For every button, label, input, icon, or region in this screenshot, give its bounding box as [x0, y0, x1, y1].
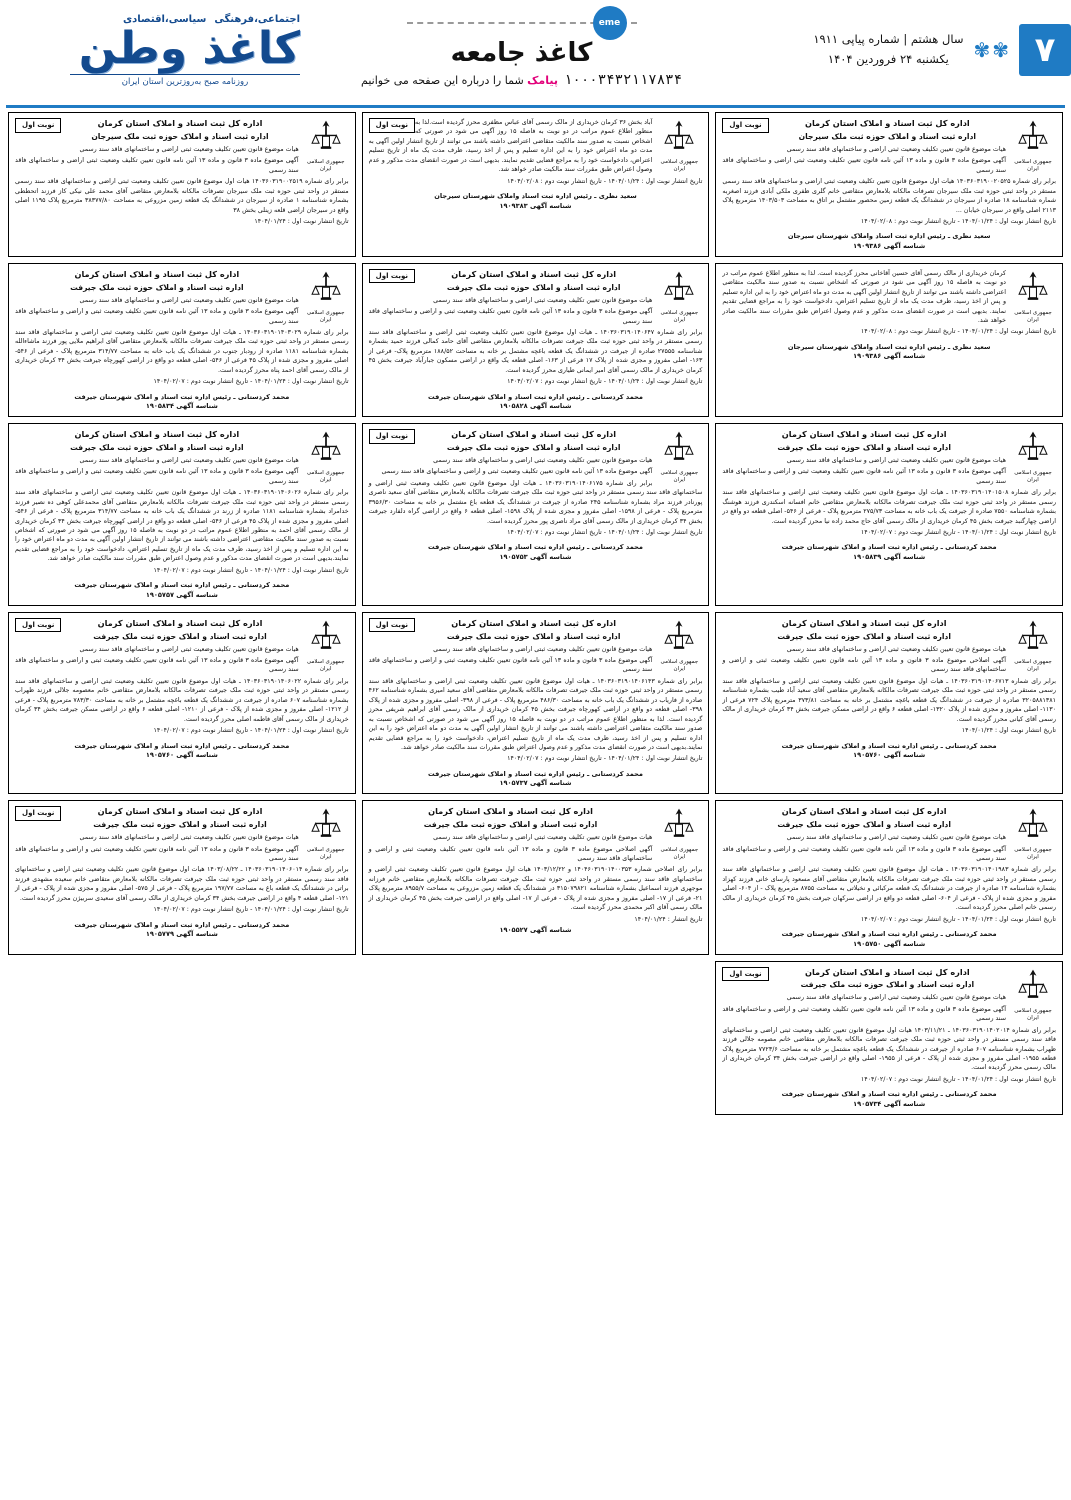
- notice-reference-id: شناسه آگهی ۱۹۰۵۷۳۷: [499, 779, 572, 788]
- emblem-caption: جمهوری اسلامی ایران: [1014, 470, 1052, 484]
- notice-title: اداره کل ثبت اسناد و املاک استان کرمان: [804, 966, 970, 977]
- notice-paragraph: آگهی موضوع ماده ۳ قانون و ماده ۱۳ آئین نامه قانون تعیین تکلیف وضعیت ثبتی و اراضی و ساختمانهای فاقد سند رسمی: [368, 308, 653, 325]
- notice-card: [362, 423, 710, 606]
- notice-paragraph: هیات موضوع قانون تعیین تکلیف وضعیت ثبتی اراضی و ساختمانهای فاقد سند رسمی: [433, 296, 653, 304]
- notice-title: اداره کل ثبت اسناد و املاک استان کرمان: [451, 268, 617, 279]
- notice-card: [362, 800, 710, 954]
- emblem-caption: جمهوری اسلامی ایران: [306, 309, 345, 323]
- notice-reference-id: شناسه آگهی ۱۹۰۵۷۳۴: [853, 1099, 926, 1108]
- notice-title: اداره کل ثبت اسناد و املاک استان کرمان: [74, 268, 240, 279]
- barcode-number: ۱۰۰۰۳۴۳۲۱۱۷۸۳۴: [564, 72, 683, 88]
- notice-paragraph: آگهی موضوع ماده ۱۳ آئین نامه قانون تعیین تکلیف وضعیت ثبتی و اراضی و ساختمانهای فاقد سند رسمی: [381, 468, 653, 476]
- notice-round-badge: نوبت اول: [722, 118, 768, 133]
- notice-paragraph: هیات موضوع قانون تعیین تکلیف وضعیت ثبتی اراضی و ساختمانهای فاقد سند رسمی: [786, 645, 1006, 653]
- notice-date-line: تاریخ انتشار نوبت اول : ۱۴۰۴/۰۱/۲۴ - تاریخ انتشار نوبت دوم : ۱۴۰۴/۰۲/۰۸: [860, 328, 1056, 336]
- issue-line-1: سال هشتم | شماره پیاپی ۱۹۱۱: [813, 32, 964, 47]
- notice-title: اداره کل ثبت اسناد و املاک استان کرمان: [781, 617, 947, 628]
- notice-reference-id: شناسه آگهی ۱۹۰۵۷۷۹: [145, 930, 218, 939]
- notice-signature: محمد کردستانی ـ رئیس اداره ثبت اسناد و املاک شهرستان جیرفت: [74, 392, 290, 401]
- notice-paragraph: هیات موضوع قانون تعیین تکلیف وضعیت ثبتی اراضی و ساختمانهای فاقد سند رسمی: [786, 145, 1006, 153]
- notice-paragraph: برابر رای شماره ۱۴۰۳۶۰۳۱۹۰۱۴۰۲۰۱۴ ـ ۱۴۰۳/۱۱/۲۱ هیات اول موضوع قانون تعیین تکلیف وضعیت ثبتی اراضی و ساختمانهای فاقد سند رسمی مستقر در واحد ثبتی حوزه ثبت ملک جیرفت تصرفات مالکانه بلامعارض متقاضی خانم مصومه جلالی فرزند ظهراب بشماره شناسنامه ۶۰۷ صادره از جیرفت در ششدانگ یک قطعه باغچه مشتمل بر خانه به مساحت ۷۷۲۳/۶ مترمربع پلاک قطعه ۱۹۵۵- اصلی مفروز و مجزی شده از پلاک - فرعی از ۱۹۵۵- اصلی واقع در اراضی جیرفت بخش ۳۴ کرمان خریداری از مالک رسمی محرز گردیده است.: [722, 1026, 1057, 1072]
- notice-title: اداره کل ثبت اسناد و املاک استان کرمان: [97, 617, 263, 628]
- notice-round-badge: نوبت اول: [15, 618, 61, 633]
- notice-date-line: تاریخ انتشار نوبت اول : ۱۴۰۴/۰۱/۲۴ - تاریخ انتشار نوبت دوم : ۱۴۰۴/۰۲/۰۷: [153, 727, 349, 735]
- notice-date-line: تاریخ انتشار نوبت اول : ۱۴۰۴/۰۱/۲۴ - تاریخ انتشار نوبت دوم : ۱۴۰۴/۰۲/۰۷: [153, 378, 349, 386]
- notice-paragraph: هیات موضوع قانون تعیین تکلیف وضعیت ثبتی اراضی و ساختمانهای فاقد سند رسمی: [786, 456, 1006, 464]
- notice-card: [715, 112, 1063, 257]
- scales-of-justice-icon: [656, 806, 702, 861]
- notice-paragraph: هیات موضوع قانون تعیین تکلیف وضعیت ثبتی اراضی و ساختمانهای فاقد سند رسمی: [79, 645, 299, 653]
- notice-paragraph: برابر رای شماره ۱۴۰۳۶۰۳۱۹۰۱۴۰۶۱۴۳ ـ هیات اول موضوع قانون تعیین تکلیف وضعیت ثبتی اراضی و ساختمانهای فاقد سند رسمی مستقر در واحد ثبتی حوزه ثبت ملک جیرفت تصرفات مالکانه بلامعارض متقاضی آقای سعید امیری بشماره شناسنامه ۴۶۲ صادره از فاریاب در ششدانگ یک باب خانه به مساحت ۴۸۶/۳۰ مترمربع پلاک - فرعی از ۳۹۸- اصلی مفروز و مجزی شده از پلاک ۳۹۸- اصلی قطعه دو واقع در اراضی کهورچاه جیرفت بخش ۴۵ کرمان خریداری از مالک رسمی آقای ابراهیم شریفی محرز گردیده است. لذا به منظور اطلاع عموم مراتب در دو نوبت به فاصله ۱۵ روز آگهی می شود در صورتی که اشخاص نسبت به صدور سند مالکیت متقاضی اعتراضی داشته باشند می توانند از تاریخ انتشار اولین آگهی به مدت دو ماه اعتراض خود را به این اداره تسلیم و پس از اخذ رسید، ظرف مدت یک ماه از تاریخ تسلیم اعتراض، دادخواست خود را به مراجع قضایی تقدیم نمایند.بدیهی است در صورت انقضای مدت مذکور و عدم وصول اعتراض طبق مقررات سند مالکیت صادر خواهد شد.: [368, 677, 703, 751]
- notice-signature: محمد کردستانی ـ رئیس اداره ثبت اسناد و املاک شهرستان جیرفت: [74, 581, 290, 590]
- notice-reference-id: شناسه آگهی ۱۹۰۵۸۳۴: [145, 402, 218, 411]
- notice-paragraph: هیات موضوع قانون تعیین تکلیف وضعیت ثبتی اراضی و ساختمانهای فاقد سند رسمی: [433, 834, 653, 842]
- notice-paragraph: هیات موضوع قانون تعیین تکلیف وضعیت ثبتی اراضی و ساختمانهای فاقد سند رسمی: [433, 645, 653, 653]
- notice-subtitle: اداره ثبت اسناد و املاک حوزه ثبت ملک جیرفت: [70, 442, 244, 452]
- notice-round-badge: نوبت اول: [369, 118, 415, 133]
- notice-title: اداره کل ثبت اسناد و املاک استان کرمان: [97, 806, 263, 817]
- scales-of-justice-icon: [303, 429, 349, 484]
- notice-date-line: تاریخ انتشار نوبت اول : ۱۴۰۴/۰۱/۲۴ - تاریخ انتشار نوبت دوم : ۱۴۰۴/۰۲/۰۷: [860, 1075, 1056, 1083]
- emblem-caption: جمهوری اسلامی ایران: [660, 159, 699, 173]
- notice-paragraph: هیات موضوع قانون تعیین تکلیف وضعیت ثبتی اراضی و ساختمانهای فاقد سند رسمی: [79, 145, 299, 153]
- notice-date-line: تاریخ انتشار نوبت اول : ۱۴۰۴/۰۱/۲۴ - تاریخ انتشار نوبت دوم : ۱۴۰۴/۰۲/۰۷: [507, 755, 703, 763]
- notice-paragraph: هیات موضوع قانون تعیین تکلیف وضعیت ثبتی اراضی و ساختمانهای فاقد سند رسمی: [79, 456, 299, 464]
- notice-reference-id: شناسه آگهی ۱۹۰۹۳۸۶: [853, 352, 926, 361]
- notice-subtitle: اداره ثبت اسناد و املاک حوزه ثبت ملک جیرفت: [777, 442, 951, 452]
- notice-subtitle: اداره ثبت اسناد و املاک حوزه ثبت ملک جیرفت: [93, 820, 267, 830]
- scales-of-justice-icon: [1010, 967, 1056, 1022]
- notice-card: [8, 612, 356, 795]
- notice-date-line: تاریخ انتشار نوبت اول : ۱۴۰۴/۰۱/۲۴ - تاریخ انتشار نوبت دوم : ۱۴۰۴/۰۲/۰۷: [860, 915, 1056, 923]
- notice-paragraph: هیات موضوع قانون تعیین تکلیف وضعیت ثبتی اراضی و ساختمانهای فاقد سند رسمی: [79, 296, 299, 304]
- notice-paragraph: آگهی موضوع ماده ۳ قانون و ماده ۱۳ آئین نامه قانون تعیین تکلیف وضعیت ثبتی اراضی و ساختمانهای فاقد سند رسمی: [15, 157, 299, 174]
- notice-subtitle: اداره ثبت اسناد و املاک حوزه ثبت ملک جیرفت: [777, 820, 951, 830]
- notice-paragraph: آگهی موضوع ماده ۳ قانون و ماده ۱۳ آئین نامه قانون تعیین تکلیف وضعیت ثبتی و اراضی و ساختمانهای فاقد سند رسمی: [368, 657, 653, 674]
- notice-date-line: تاریخ انتشار نوبت اول : ۱۴۰۴/۰۱/۲۴ - تاریخ انتشار نوبت دوم : ۱۴۰۴/۰۲/۰۷: [153, 906, 349, 914]
- brand-subtitle: روزنامه صبح به‌روزترین استان ایران: [70, 74, 300, 87]
- notice-reference-id: شناسه آگهی ۱۹۰۵۸۳۹: [853, 553, 926, 562]
- notice-reference-id: شناسه آگهی ۱۹۰۵۷۶۰: [853, 751, 926, 760]
- notice-paragraph: هیات موضوع قانون تعیین تکلیف وضعیت ثبتی اراضی و ساختمانهای فاقد سند رسمی: [79, 834, 299, 842]
- notice-round-badge: نوبت اول: [369, 269, 415, 284]
- emblem-caption: جمهوری اسلامی ایران: [1014, 1007, 1052, 1021]
- emblem-caption: جمهوری اسلامی ایران: [660, 309, 699, 323]
- notice-subtitle: اداره ثبت اسناد و املاک حوزه ثبت ملک سیرجان: [91, 131, 269, 141]
- scales-of-justice-icon: [1010, 618, 1056, 673]
- notice-signature: محمد کردستانی ـ رئیس اداره ثبت اسناد و املاک شهرستان جیرفت: [74, 920, 290, 929]
- scales-of-justice-icon: [1010, 118, 1056, 173]
- notice-reference-id: شناسه آگهی ۱۹۰۵۷۵۷: [145, 590, 218, 599]
- brand-tag-right: اجتماعی،فرهنگی: [214, 13, 300, 25]
- notice-date-line: تاریخ انتشار نوبت اول : ۱۴۰۴/۰۱/۲۴ - تاریخ انتشار نوبت دوم : ۱۴۰۴/۰۲/۰۷: [507, 529, 703, 537]
- notice-paragraph: آگهی موضوع ماده ۳ قانون و ماده ۱۳ آئین نامه قانون تعیین تکلیف وضعیت ثبتی و اراضی و ساختمانهای فاقد سند رسمی: [722, 845, 1006, 863]
- emblem-caption: جمهوری اسلامی ایران: [1014, 658, 1052, 672]
- notice-title: اداره کل ثبت اسناد و املاک استان کرمان: [451, 617, 617, 628]
- emblem-caption: جمهوری اسلامی ایران: [306, 159, 345, 173]
- notice-paragraph: آگهی موضوع ماده ۳ قانون و ماده ۱۳ آئین نامه قانون تعیین تکلیف وضعیت ثبتی و اراضی و ساختمانهای فاقد سند رسمی: [15, 845, 299, 863]
- notice-card: [362, 112, 710, 257]
- issue-info: [813, 30, 963, 69]
- notice-paragraph: برابر رای شماره ۱۴۰۳۶۰۳۱۹۰۱۴۰۶۰۲۲ ـ هیات اول موضوع قانون تعیین تکلیف وضعیت ثبتی اراضی و ساختمانهای فاقد سند رسمی مستقر در واحد ثبتی حوزه ثبت ملک جیرفت تصرفات مالکانه بلامعارض متقاضی خانم معصومه جلالی فرزند ظهراب بشماره شناسنامه ۶۰۷ صادره از جیرفت در ششدانگ یک قطعه باغچه مشتمل بر خانه به مساحت ۷۸۳/۳۰ مترمربع پلاک - فرعی از ۱۲۱۲- اصلی مفروز و مجزی شده از پلاک - فرعی از ۱۲۱۰- اصلی قطعه ۶ واقع در اراضی مسکن جیرفت بخش ۳۴ کرمان خریداری از مالک رسمی آقای فاطمه اصلی محرز گردیده است.: [15, 677, 349, 723]
- notice-paragraph: برابر رای اصلاحی شماره ۱۴۰۴۶۰۳۱۹۰۱۴۰۰۳۵۳ و ۱۴۰۳/۱۲/۲۲ هیات اول موضوع قانون تعیین تکلیف وضعیت ثبتی اراضی و ساختمانهای فاقد سند رسمی مستقر در واحد ثبتی حوزه ثبت ملک جیرفت تصرفات مالکانه بلامعارض متقاضی خانم فرزانه موجهری فرزند اسماعیل بشماره شناسنامه ۳۱۵۰۷۹۸۲۱ در ششدانگ یک قطعه زمین مزروعی به مساحت ۸۹۵۵/۷ مترمربع پلاک ۲۱- فرعی از ۱۷- اصلی مفروز و مجزی شده از پلاک - فرعی از ۱۷- اصلی واقع در اراضی جیرفت بخش ۴۵ کرمان خریداری از مالک رسمی آقای اکبر محمدی محرز گردیده است.: [368, 866, 703, 912]
- notice-signature: محمد کردستانی ـ رئیس اداره ثبت اسناد و املاک شهرستان جیرفت: [781, 543, 997, 552]
- notice-round-badge: نوبت اول: [15, 806, 61, 821]
- scales-of-justice-icon: [1010, 429, 1056, 484]
- notice-reference-id: شناسه آگهی ۱۹۰۵۷۵۰: [853, 939, 926, 948]
- masthead-left: [735, 0, 1071, 100]
- scales-of-justice-icon: [303, 118, 349, 173]
- notice-paragraph: آگهی موضوع ماده ۳ قانون و ماده ۱۳ آئین نامه قانون تعیین تکلیف وضعیت ثبتی و اراضی و ساختمانهای فاقد سند رسمی: [722, 1005, 1006, 1023]
- notice-paragraph: آگهی موضوع ماده ۳ قانون و ماده ۱۳ آئین نامه قانون تعیین تکلیف وضعیت ثبتی و اراضی و ساختمانهای فاقد سند رسمی: [722, 468, 1006, 485]
- scales-of-justice-icon: [656, 618, 702, 673]
- notice-paragraph: برابر رای شماره ۱۴۰۳۶۰۳۱۹۰۱۴۰۶۴۷ ـ هیات اول موضوع قانون تعیین تکلیف وضعیت ثبتی اراضی و ساختمانهای فاقد سند رسمی مستقر در واحد ثبتی حوزه ثبت ملک جیرفت تصرفات مالکانه بلامعارض متقاضی آقای حامد کمالی فرزند حمید بشماره شناسنامه ۲۷۵۵۵ صادره از جیرفت در ششدانگ یک قطعه باغچه مشتمل بر خانه به مساحت ۱۸۸/۵۲ مترمربع پلاک- فرعی از ۱۶۳- اصلی مفروز و مجزی شده از پلاک ۱۷ فرعی از ۱۶۳- اصلی قطعه یک واقع در اراضی مسکون جبارآباد جیرفت بخش ۴۵ کرمان خریداری از مالک رسمی آقای امیر ایمانی طیاری محرز گردیده است.: [368, 329, 703, 374]
- emblem-caption: جمهوری اسلامی ایران: [660, 847, 699, 861]
- notice-date-line: تاریخ انتشار : ۱۴۰۴/۰۱/۲۴: [634, 915, 703, 923]
- emblem-caption: جمهوری اسلامی ایران: [306, 470, 345, 484]
- notice-round-badge: نوبت اول: [369, 618, 415, 633]
- emblem-caption: جمهوری اسلامی ایران: [1014, 309, 1052, 323]
- notice-signature: محمد کردستانی ـ رئیس اداره ثبت اسناد و املاک شهرستان جیرفت: [428, 543, 643, 552]
- notice-paragraph: کرمان خریداری از مالک رسمی آقای حسین آقاخانی محرز گردیده است. لذا به منظور اطلاع عموم مراتب در دو نوبت به فاصله ۱۵ روز آگهی می شود در صورتی که اشخاص نسبت به صدور سند مالکیت متقاضی اعتراضی داشته باشند می توانند از تاریخ انتشار اولین آگهی به مدت دو ماه اعتراض خود را به این اداره تسلیم و پس از اخذ رسید، ظرف مدت یک ماه از تاریخ تسلیم اعتراض، دادخواست خود را به مراجع قضایی تقدیم نمایند. بدیهی است در صورت انقضای مدت مذکور و عدم وصول اعتراض طبق مقررات سند مالکیت صادر خواهد شد.: [722, 269, 1006, 325]
- notice-paragraph: آباد بخش ۳۶ کرمان خریداری از مالک رسمی آقای عباس مظفری محرز گردیده است.لذا به منظور اطلاع عموم مراتب در دو نوبت به فاصله ۱۵ روز آگهی می شود در صورتی که اشخاص نسبت به صدور سند مالکیت متقاضی اعتراضی داشته باشند می توانند از تاریخ انتشار اولین آگهی به مدت دو ماه اعتراض خود را به این اداره تسلیم و پس از اخذ رسید، ظرف مدت یک ماه از تاریخ تسلیم اعتراض، دادخواست خود را به مراجع قضایی تقدیم نمایند. بدیهی است در صورت انقضای مدت مذکور و عدم وصول اعتراض طبق مقررات سند مالکیت صادر خواهد شد.: [368, 119, 653, 174]
- notice-reference-id: شناسه آگهی ۱۹۰۹۳۸۶: [853, 241, 926, 250]
- sms-label: پیامک: [527, 73, 558, 87]
- emblem-caption: جمهوری اسلامی ایران: [306, 658, 345, 672]
- notice-paragraph: برابر رای شماره ۱۴۰۳۶۰۳۱۹۰۱۴۰۶۱۷۵ ـ هیات اول موضوع قانون تعیین تکلیف وضعیت ثبتی اراضی و ساختمانهای فاقد سند رسمی مستقر در واحد ثبتی حوزه ثبت ملک جیرفت تصرفات مالکانه بلامعارض متقاضی آقای سعید ناصری پورنادر فرزند مراد بشماره شناسنامه ۲۴۵ صادره از جیرفت در ششدانگ یک قطعه باغ مشتمل بر خانه به مساحت ۳۹۵۶/۳۰ مترمربع پلاک - فرعی از ۱۵۹۸- اصلی مفروز و مجزی شده از پلاک ۱۵۹۸- اصلی قطعه ۶ واقع در اراضی گراه دلفارد جیرفت بخش ۳۴ کرمان خریداری از مالک رسمی آقای مراد ناصری پور محرز گردیده است.: [368, 479, 703, 525]
- emblem-caption: جمهوری اسلامی ایران: [306, 847, 345, 861]
- notice-date-line: تاریخ انتشار نوبت اول : ۱۴۰۴/۰۱/۲۴ - تاریخ انتشار نوبت دوم : ۱۴۰۴/۰۲/۰۷: [507, 378, 703, 386]
- notice-card: [715, 612, 1063, 795]
- notice-reference-id: شناسه آگهی ۱۹۰۵۵۲۷: [499, 926, 572, 935]
- notice-paragraph: برابر رای شماره ۱۴۰۳۶۰۳۱۹۰۰۲۰۵۲۵ هیات اول موضوع قانون تعیین تکلیف وضعیت ثبتی اراضی و ساختمانهای فاقد سند رسمی مستقر در واحد ثبتی حوزه ثبت ملک سیرجان تصرفات مالکانه بلامعارض متقاضی خانم گلری ظفری ملکی آبادی فرزند اصغربه شماره شناسنامه ۱۸ صادره از سیرجان در ششدانگ یک قطعه زمین محصور مشتمل بر اتاق به مساحت ۱۴۰۳/۵۰۳ مترمربع پلاک ۲۱۱۳ اصلی واقع در سیرجان خیابان ...: [722, 178, 1056, 214]
- notice-subtitle: اداره ثبت اسناد و املاک حوزه ثبت ملک جیرفت: [446, 442, 621, 452]
- notice-paragraph: آگهی موضوع ماده ۳ قانون و ماده ۱۳ آئین نامه قانون تعیین تکلیف وضعیت ثبتی و اراضی و ساختمانهای فاقد سند رسمی: [15, 468, 299, 485]
- notice-paragraph: برابر رای شماره ۱۴۰۳۶۰۳۱۹۰۱۴۰۶۷۱۳ ـ هیات اول موضوع قانون تعیین تکلیف وضعیت ثبتی اراضی و ساختمانهای فاقد سند رسمی مستقر در واحد ثبتی حوزه ثبت ملک جیرفت تصرفات مالکانه بلامعارض متقاضی آقای سعید آباد طیب بشماره شناسنامه ۳۲۰۵۸۸۱۳۸۱ صادره از جیرفت در ششدانگ یک قطعه باغچه مشتمل بر خانه به مساحت ۳۷۳/۸۱ مترمربع پلاک ۷۲۴ فرعی از ۱۱۳۰- اصلی مفروز و مجزی شده از پلاک ۱۳۲۰- اصلی قطعه ۶ واقع در اراضی مسکن جیرفت بخش ۳۴ کرمان خریداری از مالک رسمی آقای کیانی محرز گردیده است.: [722, 677, 1057, 723]
- notice-subtitle: اداره ثبت اسناد و املاک حوزه ثبت ملک جیرفت: [70, 282, 244, 292]
- notice-title: اداره کل ثبت اسناد و املاک استان کرمان: [804, 118, 970, 128]
- brand-tag-left: سیاسی،اقتصادی: [122, 13, 207, 25]
- notice-title: اداره کل ثبت اسناد و املاک استان کرمان: [451, 429, 617, 440]
- notice-reference-id: شناسه آگهی ۱۹۰۵۷۶۰: [145, 751, 218, 760]
- notice-card: [362, 263, 710, 417]
- sms-text: شما را درباره این صفحه می خوانیم: [361, 73, 524, 87]
- notice-paragraph: آگهی موضوع ماده ۳ قانون و ماده ۱۳ آئین نامه قانون تعیین تکلیف وضعیت ثبتی و اراضی و ساختمانهای فاقد سند رسمی: [15, 308, 299, 325]
- notice-subtitle: اداره ثبت اسناد و املاک حوزه ثبت ملک جیرفت: [423, 820, 598, 830]
- notice-paragraph: برابر رای شماره ۱۴۰۳۶۰۳۱۹۰۱۴۰۶۰۱۴ ـ ۱۴۰۳/۰۸/۲۲ هیات اول موضوع قانون تعیین تکلیف وضعیت ثبتی اراضی و ساختمانهای فاقد سند رسمی مستقر در واحد ثبتی حوزه ثبت ملک جیرفت تصرفات مالکانه بلامعارض متقاضی خانم سعیده مشهدی فرزند براتی در ششدانگ یک قطعه باغ به مساحت ۱۹۷/۷۷ مترمربع پلاک - فرعی از ۵۷۵- اصلی مفروز و مجزی شده از پلاک - فرعی از ۱۲۱- اصلی قطعه ۴ واقع در اراضی جیرفت بخش ۳۴ کرمان خریداری از مالک رسمی آقای سعیدی سربیژن محرز گردیده است.: [15, 866, 349, 902]
- masthead-right: [0, 0, 308, 100]
- notice-card: [8, 800, 356, 954]
- notice-paragraph: هیات موضوع قانون تعیین تکلیف وضعیت ثبتی اراضی و ساختمانهای فاقد سند رسمی: [786, 994, 1006, 1002]
- emblem-caption: جمهوری اسلامی ایران: [660, 470, 699, 484]
- notice-paragraph: برابر رای شماره ۱۴۰۳۶۰۳۱۹۰۱۴۰۱۹۸۳ ـ هیات اول موضوع قانون تعیین تکلیف وضعیت ثبتی اراضی و ساختمانهای فاقد سند رسمی مستقر در واحد ثبتی حوزه ثبت ملک جیرفت تصرفات مالکانه بلامعارض متقاضی آقای مسعود پارسای خانی فرزند کهزاد بشماره شناسنامه ۱۴ صادره از جیرفت در ششدانگ یک قطعه مرکبائی و نخیلاتی به مساحت ۸۷۵۵ مترمربع پلاک - از ۶۰۴- اصلی مفروز و مجزی شده از پلاک - فرعی از ۶۰۴- اصلی قطعه دو واقع در اراضی سرکهان جیرفت بخش ۴۵ کرمان خریداری از مالک رسمی خانم اصلی محرز گردیده است.: [722, 866, 1056, 912]
- notice-signature: سعید نظری ـ رئیس اداره ثبت اسناد واملاک شهرستان سیرجان: [434, 192, 637, 201]
- notice-reference-id: شناسه آگهی ۱۹۰۹۳۸۳: [499, 201, 572, 210]
- notice-paragraph: برابر رای شماره ۱۴۰۳۶۰۳۱۹۰۱۴۰۳۰۲۹ ـ هیات اول موضوع قانون تعیین تکلیف وضعیت ثبتی اراضی و ساختمانهای فاقد سند رسمی مستقر در واحد ثبتی حوزه ثبت ملک جیرفت تصرفات مالکانه بلامعارض متقاضی آقای ابراهیم ملایی پور فرزند ماشاءالله بشماره شناسنامه ۱۱۸۱ صادره از رودبار جنوب در ششدانگ یک باب خانه به مساحت ۳۱۴/۷۷ مترمربع پلاک - فرعی از ۵۴۶- اصلی مفروز و مجزی شده از پلاک ۴۵ فرعی از ۵۴۶- اصلی قطعه دو واقع در اراضی کهورچاه جیرفت بخش ۳۴ کرمان خریداری از مالک رسمی آقای احمد پناه محرز گردیده است.: [15, 329, 349, 374]
- scales-of-justice-icon: [303, 806, 349, 861]
- notice-title: اداره کل ثبت اسناد و املاک استان کرمان: [781, 806, 947, 817]
- notice-paragraph: برابر رای شماره ۱۴۰۳۶۰۳۱۹۰۱۴۰۶۰۲۶ ـ هیات اول موضوع قانون تعیین تکلیف وضعیت ثبتی اراضی و ساختمانهای فاقد سند رسمی مستقر در واحد ثبتی حوزه ثبت ملک جیرفت تصرفات مالکانه بلامعارض متقاضی آقای محمدعلی کوهی ده نصیر فرزند خدامراد بشماره شناسنامه ۱۱۸۱ صادره از زرند در ششدانگ یک باب خانه به مساحت ۳۱۴/۷۷ مترمربع پلاک - فرعی از ۵۴۶- اصلی مفروز و مجزی شده از پلاک ۴۵ فرعی از ۵۴۶- اصلی قطعه دو واقع در اراضی کهورچاه جیرفت بخش ۳۴ کرمان خریداری از مالک رسمی آقای احمد به منظور اطلاع عموم مراتب در دو نوبت به فاصله ۱۵ روز آگهی می شود در صورتی که اشخاص نسبت به صدور سند مالکیت متقاضی اعتراضی داشته باشند می توانند از تاریخ انتشار اولین آگهی به مدت دو ماه اعتراض خود را به این اداره تسلیم و پس از اخذ رسید، ظرف مدت یک ماه از تاریخ تسلیم اعتراض، دادخواست خود را به مراجع قضایی تقدیم نمایند.بدیهی است در صورت انقضای مدت مذکور و عدم وصول اعتراض طبق مقررات سند مالکیت صادر خواهد شد.: [15, 489, 349, 563]
- notice-date-line: تاریخ انتشار نوبت اول : ۱۴۰۴/۰۱/۲۴ - تاریخ انتشار نوبت دوم : ۱۴۰۴/۰۲/۰۸: [860, 217, 1056, 225]
- notice-subtitle: اداره ثبت اسناد و املاک حوزه ثبت ملک جیرفت: [93, 631, 267, 641]
- emblem-caption: جمهوری اسلامی ایران: [660, 658, 699, 672]
- notice-date-line: تاریخ انتشار نوبت اول : ۱۴۰۴/۰۱/۲۴ - تاریخ انتشار نوبت دوم : ۱۴۰۴/۰۲/۰۷: [153, 566, 349, 574]
- notice-subtitle: اداره ثبت اسناد و املاک حوزه ثبت ملک جیرفت: [800, 980, 975, 990]
- notice-card: [8, 112, 356, 257]
- issue-line-2: یکشنبه ۲۴ فروردین ۱۴۰۴: [827, 52, 949, 66]
- scales-of-justice-icon: [1010, 806, 1056, 861]
- notice-subtitle: اداره ثبت اسناد و املاک حوزه ثبت ملک جیرفت: [446, 282, 621, 292]
- notice-card: [8, 423, 356, 606]
- page-number: ۷: [1019, 24, 1071, 76]
- notice-signature: محمد کردستانی ـ رئیس اداره ثبت اسناد و املاک شهرستان جیرفت: [781, 741, 997, 750]
- notice-paragraph: آگهی اصلاحی موضوع ماده ۳ قانون و ماده ۱۳ آئین نامه قانون تعیین تکلیف وضعیت ثبتی و اراضی و ساختمانهای فاقد سند رسمی: [722, 657, 1006, 674]
- notice-title: اداره کل ثبت اسناد و املاک استان کرمان: [428, 806, 593, 817]
- header-rule: [6, 105, 1065, 108]
- notice-signature: محمد کردستانی ـ رئیس اداره ثبت اسناد و املاک شهرستان جیرفت: [74, 741, 290, 750]
- notices-grid: [0, 112, 1071, 1115]
- notice-paragraph: آگهی اصلاحی موضوع ماده ۳ قانون و ماده ۱۳ آئین نامه قانون تعیین تکلیف وضعیت ثبتی و اراضی و ساختمانهای فاقد سند رسمی: [368, 845, 653, 863]
- notice-date-line: تاریخ انتشار نوبت اول : ۱۴۰۴/۰۱/۲۴ - تاریخ انتشار نوبت دوم : ۱۴۰۴/۰۲/۰۸: [507, 177, 703, 185]
- notice-paragraph: برابر رای شماره ۱۴۰۳۶۰۳۱۹۰۰۲۵۱۹ هیات اول موضوع قانون تعیین تکلیف وضعیت ثبتی اراضی و ساختمانهای فاقد سند رسمی مستقر در واحد ثبتی حوزه ثبت ملک سیرجان تصرفات مالکانه بلامعارض متقاضی آقای محمد علی نیکی کاز فرزند اتحططی بشماره شناسنامه ۱ صادره از سیرجان در ششدانگ یک قطعه زمین مزروعی به مساحت ۳۸۳۷۷/۸۰ مترمربع پلاک ۱۱۹۵ اصلی واقع در سیرجان اراضی قلعه زینلی بخش ۳۸: [15, 178, 349, 214]
- masthead: [0, 0, 1071, 105]
- notice-subtitle: اداره ثبت اسناد و املاک حوزه ثبت ملک سیرجان: [798, 131, 976, 141]
- notice-signature: سعید نظری ـ رئیس اداره ثبت اسناد واملاک شهرستان سیرجان: [787, 232, 991, 241]
- notice-date-line: تاریخ انتشار نوبت اول : ۱۴۰۴/۰۱/۲۴: [961, 727, 1056, 735]
- emblem-caption: جمهوری اسلامی ایران: [1014, 159, 1052, 173]
- notice-reference-id: شناسه آگهی ۱۹۰۵۷۵۳: [499, 553, 572, 562]
- seal-icon: eme: [593, 6, 627, 40]
- notice-paragraph: هیات موضوع قانون تعیین تکلیف وضعیت ثبتی اراضی و ساختمانهای فاقد سند رسمی: [433, 456, 653, 464]
- notice-paragraph: برابر رای شماره ۱۴۰۳۶۰۳۱۹۰۱۴۰۱۵۰۸ ـ هیات اول موضوع قانون تعیین تکلیف وضعیت ثبتی اراضی و ساختمانهای فاقد سند رسمی مستقر در واحد ثبتی حوزه ثبت ملک جیرفت تصرفات مالکانه بلامعارض متقاضی خانم افسانه اسکندری فرزند هوشنگ بشماره شناسنامه ۷۵۵۰ صادره از جیرفت یک باب خانه به مساحت ۲۷۵/۷۳ مترمربع پلاک - فرعی از ۵۴۶- اصلی قطعه دو واقع در اراضی چهارگنبد جیرفت بخش ۴۵ کرمان خریداری از مالک رسمی آقای حاج محمد زاده نیا محرز گردیده است.: [722, 489, 1056, 525]
- scales-of-justice-icon: [656, 429, 702, 484]
- notice-round-badge: نوبت اول: [369, 429, 415, 444]
- notice-signature: محمد کردستانی ـ رئیس اداره ثبت اسناد و املاک شهرستان جیرفت: [428, 392, 643, 401]
- notice-paragraph: آگهی موضوع ماده ۳ قانون و ماده ۱۳ آئین نامه قانون تعیین تکلیف وضعیت ثبتی و اراضی و ساختمانهای فاقد سند رسمی: [15, 657, 299, 674]
- notice-signature: محمد کردستانی ـ رئیس اداره ثبت اسناد و املاک شهرستان جیرفت: [428, 769, 643, 778]
- notice-round-badge: نوبت اول: [722, 967, 768, 982]
- notice-subtitle: اداره ثبت اسناد و املاک حوزه ثبت ملک جیرفت: [446, 631, 621, 641]
- notice-card: [715, 423, 1063, 606]
- notice-card: [8, 263, 356, 417]
- notice-date-line: تاریخ انتشار نوبت اول : ۱۴۰۴/۰۱/۲۴ - تاریخ انتشار نوبت دوم : ۱۴۰۴/۰۲/۰۷: [860, 529, 1056, 537]
- notice-title: اداره کل ثبت اسناد و املاک استان کرمان: [97, 118, 263, 128]
- flower-ornament-left: ✾ ✾: [973, 38, 1009, 62]
- masthead-center: [308, 0, 735, 100]
- scales-of-justice-icon: [303, 618, 349, 673]
- notice-signature: محمد کردستانی ـ رئیس اداره ثبت اسناد و املاک شهرستان جیرفت: [781, 1090, 997, 1099]
- scales-of-justice-icon: [656, 269, 702, 324]
- sms-note: [361, 74, 558, 87]
- scales-of-justice-icon: [1010, 269, 1056, 324]
- notice-card: [715, 961, 1063, 1115]
- notice-paragraph: هیات موضوع قانون تعیین تکلیف وضعیت ثبتی اراضی و ساختمانهای فاقد سند رسمی: [786, 834, 1006, 842]
- notice-round-badge: نوبت اول: [15, 118, 61, 133]
- scales-of-justice-icon: [656, 118, 702, 173]
- notice-signature: سعید نظری ـ رئیس اداره ثبت اسناد واملاک شهرستان سیرجان: [787, 342, 991, 351]
- notice-reference-id: شناسه آگهی ۱۹۰۵۸۲۸: [499, 402, 572, 411]
- notice-signature: محمد کردستانی ـ رئیس اداره ثبت اسناد و املاک شهرستان جیرفت: [781, 930, 997, 939]
- scales-of-justice-icon: [303, 269, 349, 324]
- notice-paragraph: آگهی موضوع ماده ۳ قانون و ماده ۱۳ آئین نامه قانون تعیین تکلیف وضعیت ثبتی اراضی و ساختمانهای فاقد سند رسمی: [722, 157, 1006, 174]
- brand-logo: کاغذ وطن: [78, 22, 300, 74]
- notice-title: اداره کل ثبت اسناد و املاک استان کرمان: [781, 429, 947, 440]
- notice-card: [715, 263, 1063, 417]
- notice-subtitle: اداره ثبت اسناد و املاک حوزه ثبت ملک جیرفت: [777, 631, 951, 641]
- section-title: کاغذ جامعه: [450, 38, 593, 68]
- notice-title: اداره کل ثبت اسناد و املاک استان کرمان: [74, 429, 240, 440]
- emblem-caption: جمهوری اسلامی ایران: [1014, 847, 1052, 861]
- notice-date-line: تاریخ انتشار نوبت اول : ۱۴۰۴/۰۱/۲۴: [254, 217, 349, 225]
- notice-card: [362, 612, 710, 795]
- notice-card: [715, 800, 1063, 954]
